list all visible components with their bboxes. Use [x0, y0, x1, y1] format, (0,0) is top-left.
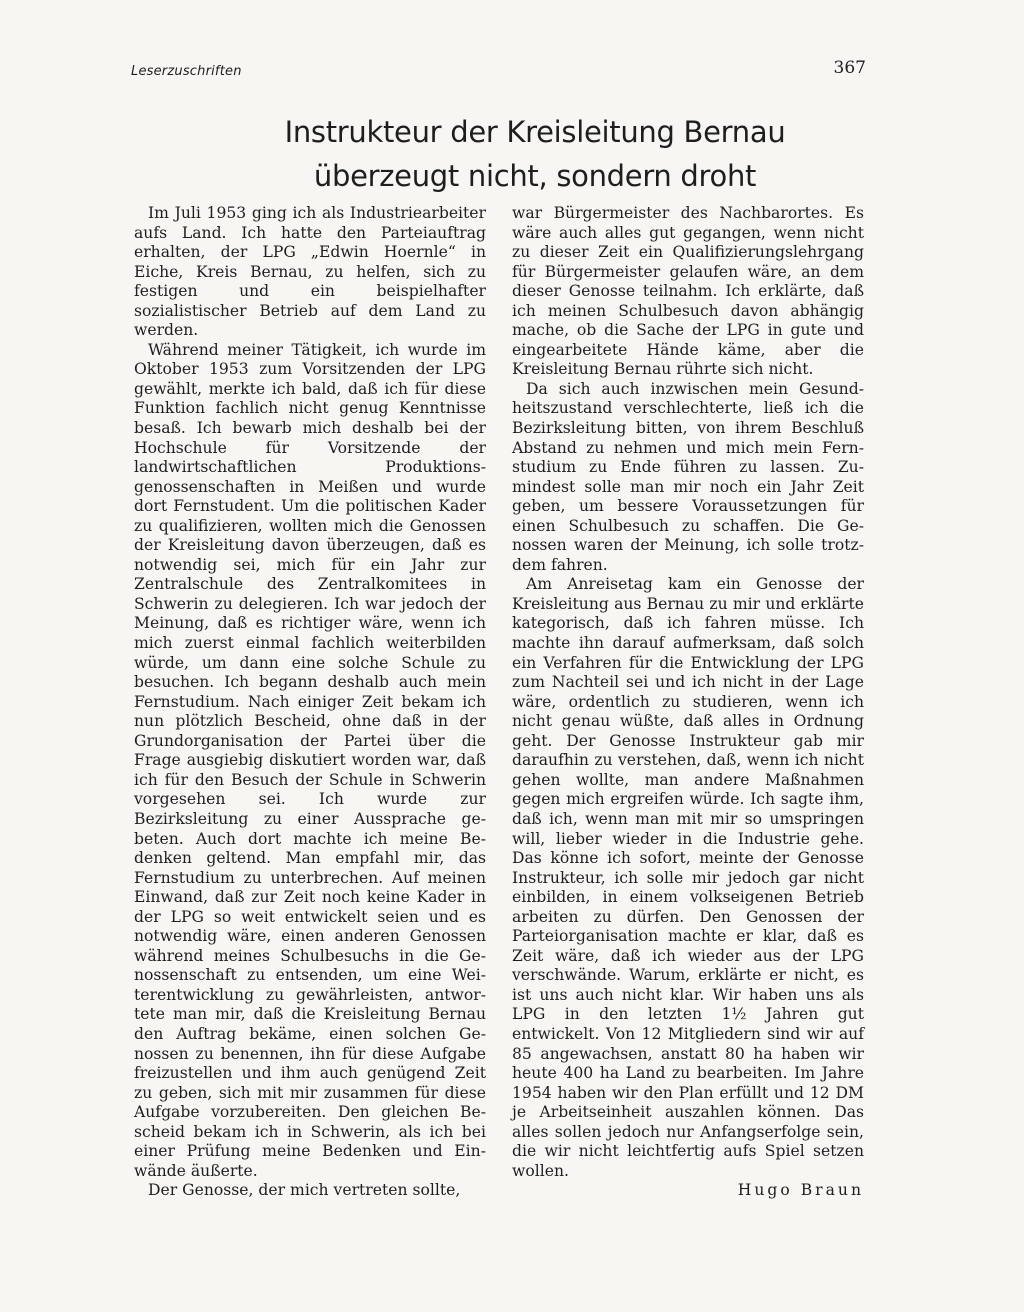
paragraph-continuation: war Bürgermeister des Nachbarortes. Es wäre auch alles gut gegangen, wenn nicht zu dieser Zeit ein Qualifizierungslehrgang für Bürgermeister gelaufen wäre, an dem dieser Genosse teilnahm. Ich erklärte, daß ich meinen Schulbesuch davon abhängig mache, ob die Sache der LPG in gute und eingearbeitete Hände käme, aber die Kreisleitung Bernau rührte sich nicht. [512, 204, 864, 379]
article-title-line-1: Instrukteur der Kreisleitung Bernau [284, 115, 786, 149]
author-signature: Hugo Braun [737, 1181, 864, 1200]
article-title [200, 110, 870, 198]
paragraph: Im Juli 1953 ging ich als Industriearbeiter aufs Land. Ich hatte den Parteiauftrag erhalten, der LPG „Edwin Hoernle“ in Eiche, Kreis Bernau, zu helfen, sich zu festigen und ein beispielhafter sozialistischer Betrieb auf dem Land zu werden. [134, 204, 486, 340]
article-title-line-2: überzeugt nicht, sondern droht [313, 159, 757, 193]
article-column-right [512, 204, 864, 1201]
paragraph: Am Anreisetag kam ein Genosse der Kreisleitung aus Bernau zu mir und erklärte kategorisch, daß ich fahren müsse. Ich machte ihn darauf aufmerksam, daß solch ein Verfahren für die Entwicklung der LPG zum Nachteil sei und ich nicht in der Lage wäre, ordentlich zu studieren, wenn ich nicht genau wüßte, daß alles in Ordnung geht. Der Genosse Instrukteur gab mir daraufhin zu verstehen, daß, wenn ich nicht gehen wollte, man andere Maßnahmen gegen mich ergreifen würde. Ich sagte ihm, daß ich, wenn man mit mir so umspringen will, lieber wieder in die Industrie gehe. Das könne ich sofort, meinte der Genosse Instrukteur, ich solle mir jedoch gar nicht einbilden, in einem volkseigenen Betrieb arbeiten zu dürfen. Den Genossen der Parteiorganisation machte er klar, daß es Zeit wäre, daß ich wieder aus der LPG verschwände. Warum, erklärte er nicht, es ist uns auch nicht klar. Wir haben uns als LPG in den letzten 1½ Jahren gut entwickelt. Von 12 Mitgliedern sind wir auf 85 angewachsen, anstatt 80 ha haben wir heute 400 ha Land zu bearbeiten. Im Jahre 1954 haben wir den Plan erfüllt und 12 DM je Arbeitseinheit auszahlen können. Das alles sollen jedoch nur Anfangserfolge sein, die wir nicht leichtfertig aufs Spiel setzen wollen. [512, 575, 864, 1180]
paragraph: Da sich auch inzwischen mein Gesundheitszustand verschlechterte, ließ ich die Bezirksleitung bitten, von ihrem Beschluß Abstand zu nehmen und mich mein Fernstudium zu Ende führen zu lassen. Zumindest solle man mir noch ein Jahr Zeit geben, um bessere Voraussetzungen für einen Schulbesuch zu schaffen. Die Genossen waren der Meinung, ich solle trotzdem fahren. [512, 379, 864, 574]
article-column-left [134, 204, 486, 1201]
section-label: Leserzuschriften [131, 64, 242, 79]
page-number: 367 [833, 58, 866, 78]
paragraph: Während meiner Tätigkeit, ich wurde im Oktober 1953 zum Vorsitzenden der LPG gewählt, merkte ich bald, daß ich für diese Funktion fachlich nicht genug Kenntnisse besaß. Ich bewarb mich deshalb bei der Hochschule für Vorsitzende der landwirtschaftlichen Produktionsgenossenschaften in Meißen und wurde dort Fernstudent. Um die politischen Kader zu qualifizieren, wollten mich die Genossen der Kreisleitung davon überzeugen, daß es notwendig sei, mich für ein Jahr zur Zentralschule des Zentralkomitees in Schwerin zu delegieren. Ich war jedoch der Meinung, daß es richtiger wäre, wenn ich mich zuerst einmal fachlich weiterbilden würde, um dann eine solche Schule zu besuchen. Ich begann deshalb auch mein Fernstudium. Nach einiger Zeit bekam ich nun plötzlich Bescheid, ohne daß in der Grundorganisation der Partei über die Frage ausgiebig diskutiert worden war, daß ich für den Besuch der Schule in Schwerin vorgesehen sei. Ich wurde zur Bezirksleitung zu einer Aussprache gebeten. Auch dort machte ich meine Bedenken geltend. Man empfahl mir, das Fernstudium zu unterbrechen. Auf meinen Einwand, daß zur Zeit noch keine Kader in der LPG so weit entwickelt seien und es notwendig wäre, einen anderen Genossen während meines Schulbesuchs in die Genossenschaft zu entsenden, um eine Weiterentwicklung zu gewährleisten, antwortete man mir, daß die Kreisleitung Bernau den Auftrag bekäme, einen solchen Genossen zu benennen, ihn für diese Aufgabe freizustellen und ihm auch genügend Zeit zu geben, sich mit mir zusammen für diese Aufgabe vorzubereiten. Den gleichen Bescheid bekam ich in Schwerin, als ich bei einer Prüfung meine Bedenken und Einwände äußerte. [134, 340, 486, 1180]
paragraph: Der Genosse, der mich vertreten sollte, [148, 1181, 461, 1200]
page-header [131, 58, 866, 80]
